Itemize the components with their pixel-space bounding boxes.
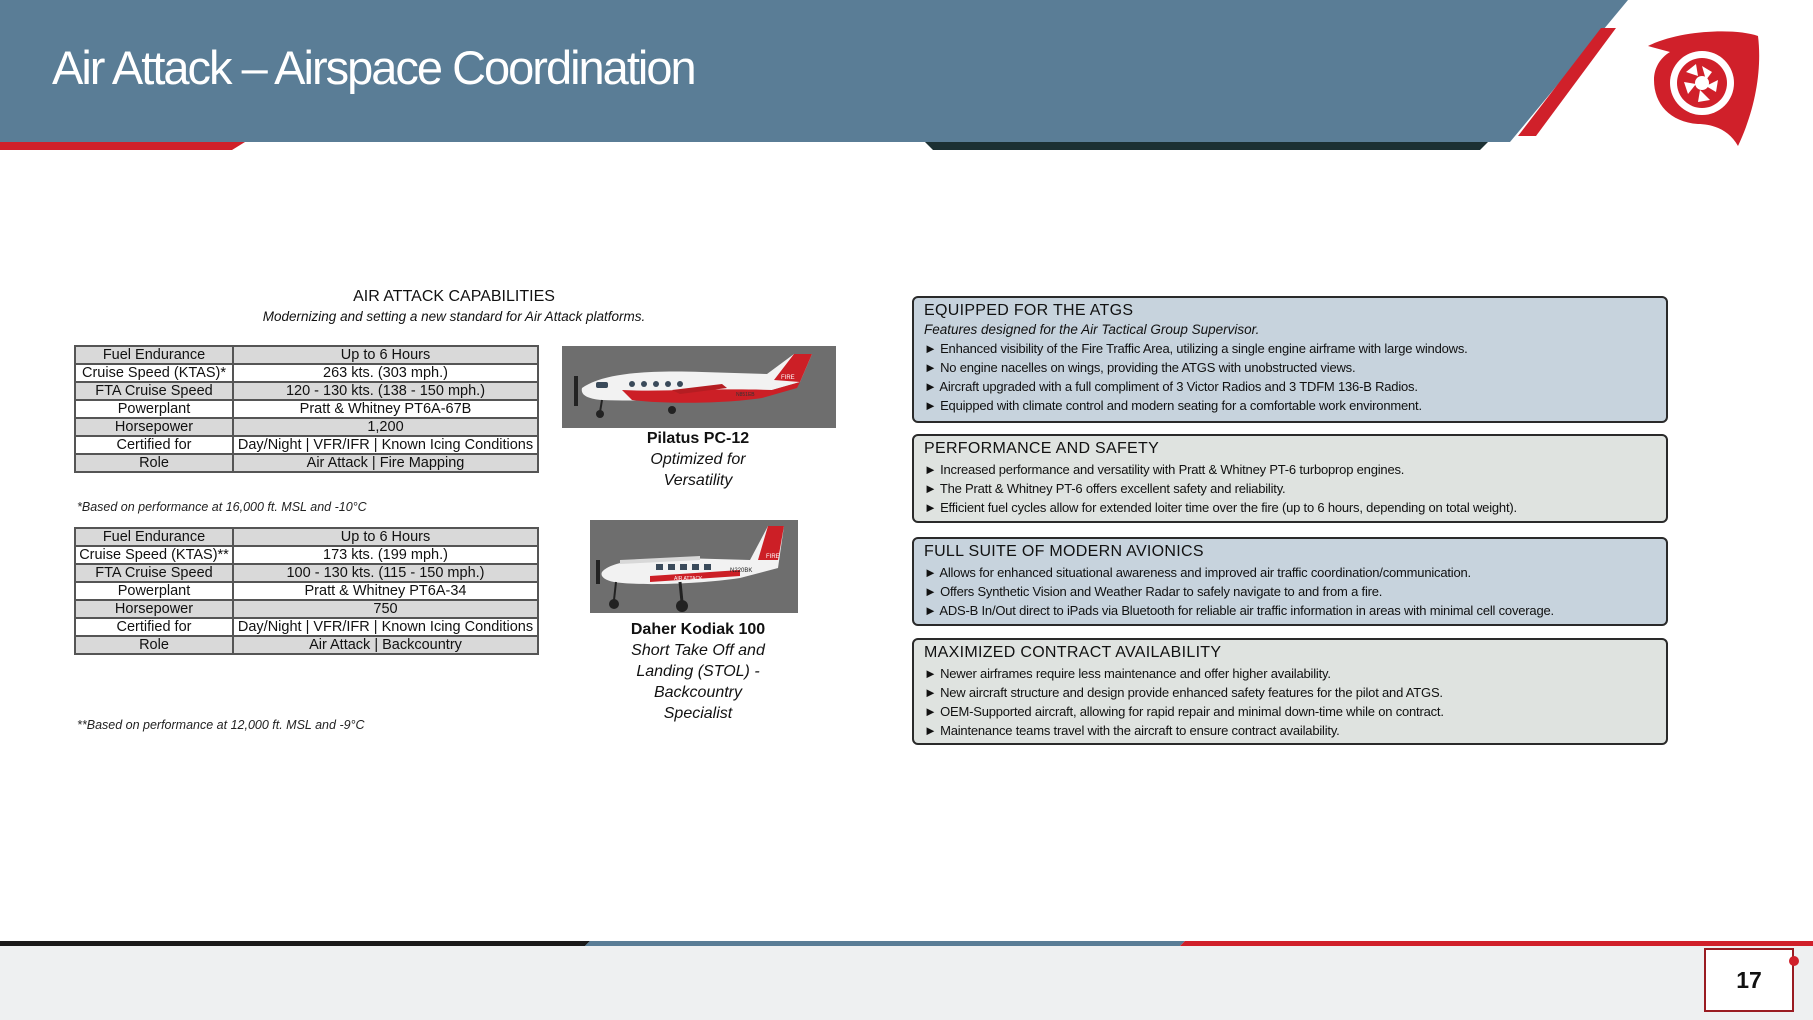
table-row — [75, 400, 538, 418]
spec-value: Air Attack | Fire Mapping — [233, 454, 538, 472]
kodiak-name: Daher Kodiak 100 — [630, 621, 766, 638]
spec-value: Up to 6 Hours — [233, 528, 538, 546]
feature-box-avionics — [912, 537, 1668, 626]
spec-value: 120 - 130 kts. (138 - 150 mph.) — [233, 382, 538, 400]
feature-box-atgs — [912, 296, 1668, 423]
kodiak-desc-line: Backcountry — [653, 684, 743, 701]
table-row — [75, 636, 538, 654]
spec-label: Powerplant — [75, 400, 233, 418]
feature-bullet: ► The Pratt & Whitney PT-6 offers excellent safety and reliability. — [924, 481, 1286, 496]
spec-label: Powerplant — [75, 582, 233, 600]
kodiak-desc-line: Short Take Off and — [631, 642, 765, 659]
feature-bullet: ► Aircraft upgraded with a full compliment of 3 Victor Radios and 3 TDFM 136-B Radios. — [924, 379, 1418, 394]
spec-label: Cruise Speed (KTAS)** — [75, 546, 233, 564]
feature-bullet: ► Newer airframes require less maintenance and offer higher availability. — [924, 666, 1331, 681]
spec-label: Fuel Endurance — [75, 528, 233, 546]
kodiak-fin-text: FIRE — [766, 554, 780, 560]
spec-value: Pratt & Whitney PT6A-67B — [233, 400, 538, 418]
feature-box-title: EQUIPPED FOR THE ATGS — [924, 302, 1134, 319]
kodiak-livery-text: AIR ATTACK — [674, 576, 703, 582]
spec-label: Horsepower — [75, 418, 233, 436]
table-row — [75, 564, 538, 582]
daher-kodiak-photo — [590, 520, 798, 613]
feature-bullet: ► Offers Synthetic Vision and Weather Radar to safely navigate to and from a fire. — [924, 584, 1383, 599]
footer-band — [0, 940, 1813, 1020]
feature-box-title: MAXIMIZED CONTRACT AVAILABILITY — [924, 644, 1222, 661]
feature-box-availability — [912, 638, 1668, 745]
feature-bullet: ► Efficient fuel cycles allow for extended loiter time over the fire (up to 6 hours, depending on total weight). — [924, 500, 1517, 515]
kodiak-footnote: **Based on performance at 12,000 ft. MSL and -9°C — [77, 718, 365, 732]
spec-label: FTA Cruise Speed — [75, 382, 233, 400]
feature-box-title: FULL SUITE OF MODERN AVIONICS — [924, 543, 1204, 560]
kodiak-desc-line: Specialist — [663, 705, 733, 722]
pc12-caption — [598, 428, 798, 491]
page-title: Air Attack – Airspace Coordination — [52, 41, 695, 94]
kodiak-tail-number: N220BK — [730, 568, 753, 574]
feature-bullet: ► ADS-B In/Out direct to iPads via Bluetooth for reliable air traffic information in areas with minimal cell coverage. — [924, 603, 1554, 618]
capabilities-title: AIR ATTACK CAPABILITIES — [353, 288, 555, 305]
spec-value: Pratt & Whitney PT6A-34 — [233, 582, 538, 600]
feature-bullet: ► Enhanced visibility of the Fire Traffic Area, utilizing a single engine airframe with large windows. — [924, 341, 1468, 356]
spec-label: Role — [75, 636, 233, 654]
spec-label: Role — [75, 454, 233, 472]
spec-value: 100 - 130 kts. (115 - 150 mph.) — [233, 564, 538, 582]
table-row — [75, 600, 538, 618]
spec-label: Certified for — [75, 436, 233, 454]
feature-box-performance — [912, 434, 1668, 523]
spec-value: Up to 6 Hours — [233, 346, 538, 364]
spec-value: 263 kts. (303 mph.) — [233, 364, 538, 382]
pc12-livery-text: FIRE — [781, 375, 795, 381]
capabilities-subtitle: Modernizing and setting a new standard for Air Attack platforms. — [262, 309, 646, 324]
table-row — [75, 582, 538, 600]
table-row — [75, 528, 538, 546]
kodiak-desc-line: Landing (STOL) - — [636, 663, 760, 680]
spec-value: Air Attack | Backcountry — [233, 636, 538, 654]
spec-value: 1,200 — [233, 418, 538, 436]
company-logo — [1640, 28, 1765, 150]
pc12-desc-line: Versatility — [663, 472, 733, 489]
table-row — [75, 618, 538, 636]
pc12-spec-table — [74, 345, 539, 473]
table-row — [75, 364, 538, 382]
spec-label: Horsepower — [75, 600, 233, 618]
spec-value: 750 — [233, 600, 538, 618]
feature-box-title: PERFORMANCE AND SAFETY — [924, 440, 1160, 457]
feature-box-subtitle: Features designed for the Air Tactical Group Supervisor. — [924, 322, 1260, 337]
table-row — [75, 454, 538, 472]
spec-label: Cruise Speed (KTAS)* — [75, 364, 233, 382]
pc12-tail-number: N851EB — [736, 392, 755, 398]
feature-bullet: ► New aircraft structure and design provide enhanced safety features for the pilot and ATGS. — [924, 685, 1443, 700]
spec-label: Fuel Endurance — [75, 346, 233, 364]
feature-bullet: ► Equipped with climate control and modern seating for a comfortable work environment. — [924, 398, 1422, 413]
pc12-name: Pilatus PC-12 — [646, 430, 750, 447]
spec-value: 173 kts. (199 mph.) — [233, 546, 538, 564]
spec-value: Day/Night | VFR/IFR | Known Icing Conditions — [233, 618, 538, 636]
feature-bullet: ► Allows for enhanced situational awareness and improved air traffic coordination/communication. — [924, 565, 1471, 580]
pilatus-pc12-photo — [562, 346, 836, 428]
page-number: 17 — [1704, 948, 1794, 1012]
table-row — [75, 346, 538, 364]
feature-bullet: ► Maintenance teams travel with the aircraft to ensure contract availability. — [924, 723, 1340, 738]
page-number-dot — [1789, 956, 1799, 966]
table-row — [75, 418, 538, 436]
feature-bullet: ► No engine nacelles on wings, providing the ATGS with unobstructed views. — [924, 360, 1356, 375]
spec-label: Certified for — [75, 618, 233, 636]
table-row — [75, 382, 538, 400]
table-row — [75, 546, 538, 564]
kodiak-caption — [598, 619, 798, 724]
pc12-footnote: *Based on performance at 16,000 ft. MSL and -10°C — [77, 500, 367, 514]
table-row — [75, 436, 538, 454]
feature-bullet: ► OEM-Supported aircraft, allowing for rapid repair and minimal down-time while on contract. — [924, 704, 1444, 719]
kodiak-spec-table — [74, 527, 539, 655]
feature-bullet: ► Increased performance and versatility with Pratt & Whitney PT-6 turboprop engines. — [924, 462, 1405, 477]
pc12-desc-line: Optimized for — [650, 451, 746, 468]
spec-value: Day/Night | VFR/IFR | Known Icing Conditions — [233, 436, 538, 454]
spec-label: FTA Cruise Speed — [75, 564, 233, 582]
